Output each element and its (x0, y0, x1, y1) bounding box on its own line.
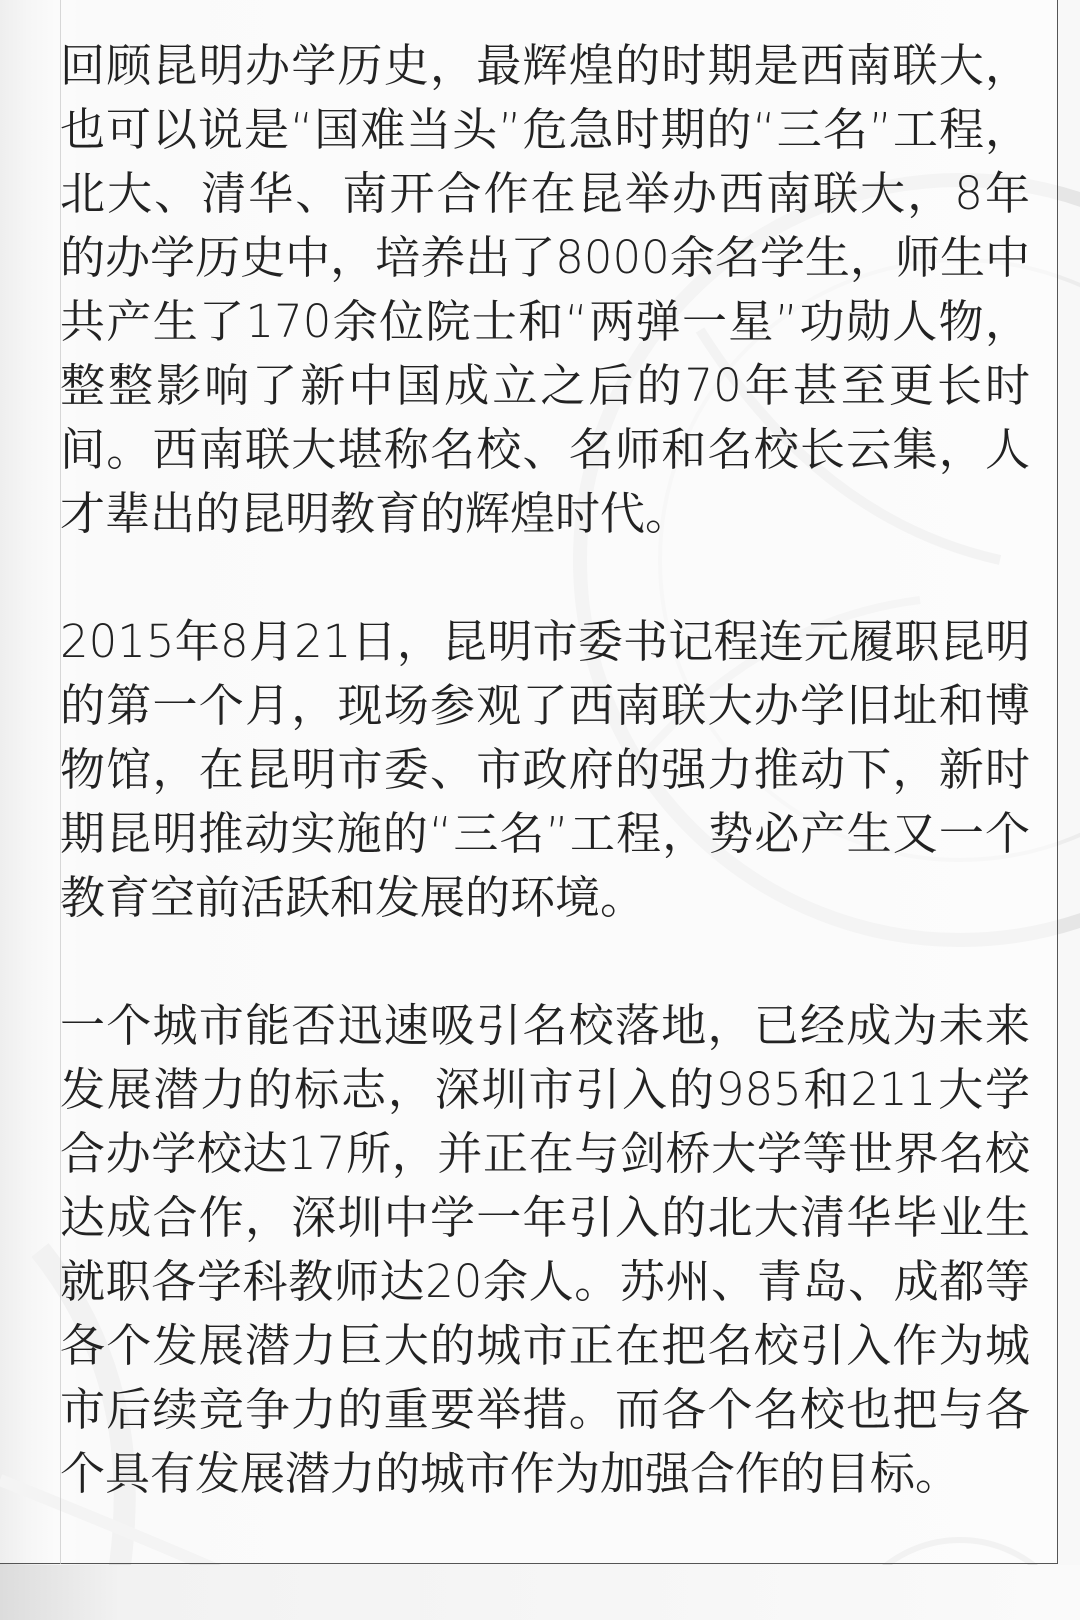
paragraph-2: 2015年8月21日，昆明市委书记程连元履职昆明的第一个月，现场参观了西南联大办学旧址和博物馆，在昆明市委、市政府的强力推动下，新时期昆明推动实施的“三名”工程，势必产生又一个教育空前活跃和发展的环境。 (60, 615, 1030, 924)
bottom-background-strip (0, 1565, 1080, 1620)
paragraph-1: 回顾昆明办学历史，最辉煌的时期是西南联大，也可以说是“国难当头”危急时期的“三名”工程，北大、清华、南开合作在昆举办西南联大，8年的办学历史中，培养出了8000余名学生，师生中共产生了170余位院士和“两弹一星”功勋人物，整整影响了新中国成立之后的70年甚至更长时间。西南联大堪称名校、名师和名校长云集，人才辈出的昆明教育的辉煌时代。 (60, 39, 1030, 540)
paragraph-3: 一个城市能否迅速吸引名校落地，已经成为未来发展潜力的标志，深圳市引入的985和211大学合办学校达17所，并正在与剑桥大学等世界名校达成合作，深圳中学一年引入的北大清华毕业生就职各学科教师达20余人。苏州、青岛、成都等各个发展潜力巨大的城市正在把名校引入作为城市后续竞争力的重要举措。而各个名校也把与各个具有发展潜力的城市作为加强合作的目标。 (60, 999, 1030, 1500)
article-body (60, 34, 1030, 1506)
